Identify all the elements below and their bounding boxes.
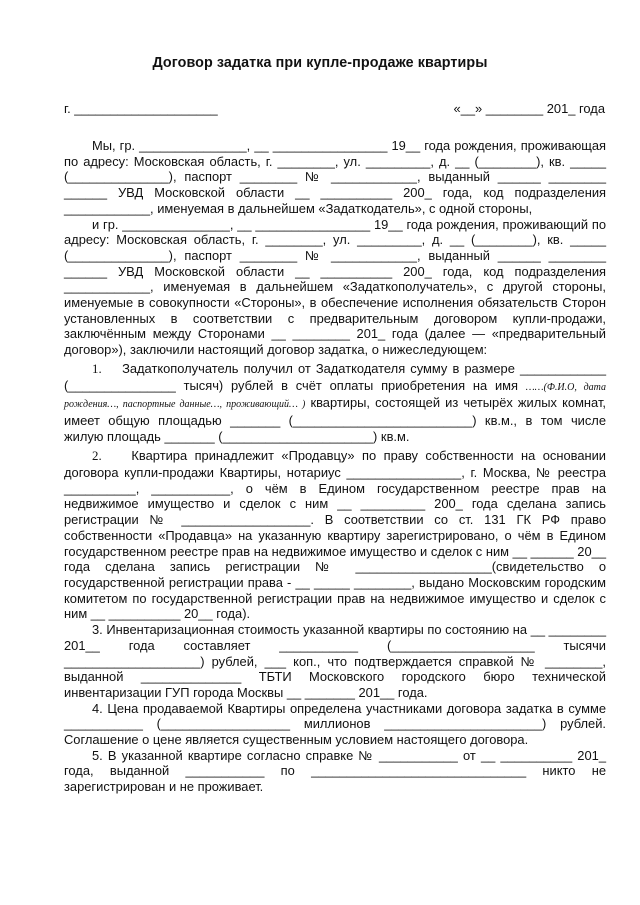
clause-1-text-a: Задаткополучатель получил от Задаткодателя сумму в размере ____________ (_______________ тысяч) рублей в счёт оплаты приобретения на имя xyxy=(64,360,606,393)
contract-body xyxy=(64,138,606,795)
clause-4: 4. Цена продаваемой Квартиры определена участниками договора задатка в сумме ___________ (__________________ миллионов ______________________) рублей. Соглашение о цене является существенным условием настоящего договора. xyxy=(64,700,606,748)
intro-paragraph-recipient: и гр. _______________, __ ________________ 19__ года рождения, проживающий по адресу: Московская область, г. ________, ул. _________, д. __ (________), кв. _____ (______________), паспорт ________ № ____________, выданный ______ ________ ______ УВД Московской области __ __________ 200_ года, код подразделения ____________, именуемая в дальнейшем «Задаткополучатель», с другой стороны, именуемые в совокупности «Стороны», в обеспечение исполнения обязательств Сторон установленных в соответствии с предварительным договором купли-продажи, заключённым между Сторонами __ ________ 201_ года (далее — «предварительный договор»), заключили настоящий договор задатка, о нижеследующем: xyxy=(64,216,606,358)
clause-2 xyxy=(64,448,606,622)
place-line: г. ____________________ xyxy=(64,101,218,116)
clause-5: 5. В указанной квартире согласно справке № ___________ от __ __________ 201_ года, выданной ___________ по ______________________________ никто не зарегистрирован и не проживает. xyxy=(64,747,606,795)
clause-1 xyxy=(64,361,606,445)
clause-1-text-b: квартиры, состоящей из четырёх жилых комнат, имеет общую площадью _______ (_________________________) кв.м., в том числе жилую площадь _______ (_____________________) кв.м. xyxy=(64,395,606,444)
clause-1-note: ……(Ф.И.О, дата рождения…, паспортные данные…, проживающий… ) xyxy=(64,381,606,411)
clause-1-number: 1. xyxy=(92,361,102,376)
document-title: Договор задатка при купле-продаже квартиры xyxy=(152,55,488,71)
clause-3: 3. Инвентаризационная стоимость указанной квартиры по состоянию на __ ________ 201__ года составляет ___________ (____________________ тысячи ___________________) рублей, ___ коп., что подтверждается справкой № ________, выданной ______________ ТБТИ Московского городского бюро технической инвентаризации ГУП города Москвы __ _______ 201__ года. xyxy=(64,622,606,700)
date-line: «__» ________ 201_ года xyxy=(453,101,605,116)
intro-paragraph-depositor: Мы, гр. _______________, __ ________________ 19__ года рождения, проживающая по адресу: Московская область, г. ________, ул. _________, д. __ (________), кв. _____ (______________), паспорт ________ № ____________, выданный ______ ________ ______ УВД Московской области __ __________ 200_ года, код подразделения ____________, именуемая в дальнейшем «Задаткодатель», с одной стороны, xyxy=(64,138,606,216)
clause-2-text: Квартира принадлежит «Продавцу» по праву собственности на основании договора купли-продажи Квартиры, нотариус ________________, г. Москва, № реестра __________, ___________, о чём в Едином государственном реестре прав на недвижимое имущество и сделок с ним __ _________ 200_ года сделана запись регистрации № __________________. В соответствии со ст. 131 ГК РФ право собственности «Продавца» на указанную квартиру зарегистрировано, о чём в Едином государственном реестре прав на недвижимое имущество и сделок с ним __ ______ 20__ года сделана запись регистрации № ___________________(свидетельство о государственной регистрации права - __ _____ ________, выдано Московским городским комитетом по государственной регистрации прав на недвижимое имущество и сделок с ним __ __________ 20__ года). xyxy=(64,448,607,622)
clause-2-number: 2. xyxy=(92,449,102,464)
